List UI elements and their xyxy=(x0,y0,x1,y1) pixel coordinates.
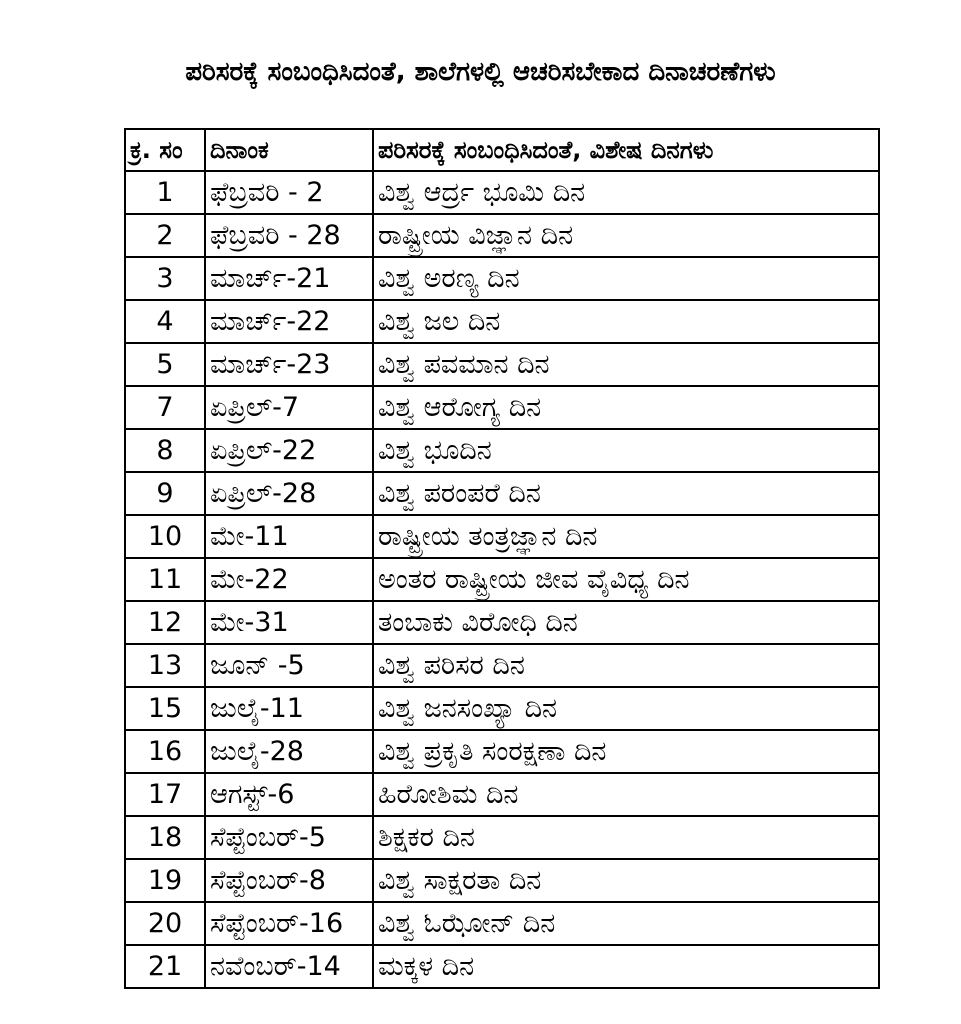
cell-special-day: ವಿಶ್ವ ಪವಮಾನ ದಿನ xyxy=(373,343,879,386)
cell-serial-number: 5 xyxy=(125,343,205,386)
cell-date: ಮಾರ್ಚ್-21 xyxy=(205,257,373,300)
cell-special-day: ವಿಶ್ವ ಆರ್ದ್ರ ಭೂಮಿ ದಿನ xyxy=(373,171,879,214)
table-row xyxy=(125,515,879,558)
table-row xyxy=(125,773,879,816)
table-body xyxy=(125,171,879,988)
cell-serial-number: 15 xyxy=(125,687,205,730)
cell-serial-number: 21 xyxy=(125,945,205,988)
cell-special-day: ಶಿಕ್ಷಕರ ದಿನ xyxy=(373,816,879,859)
cell-date: ಫೆಬ್ರವರಿ - 28 xyxy=(205,214,373,257)
cell-date: ಸೆಪ್ಟೆಂಬರ್-5 xyxy=(205,816,373,859)
table-row xyxy=(125,429,879,472)
cell-date: ಏಪ್ರಿಲ್-28 xyxy=(205,472,373,515)
page-title: ಪರಿಸರಕ್ಕೆ ಸಂಬಂಧಿಸಿದಂತೆ, ಶಾಲೆಗಳಲ್ಲಿ ಆಚರಿಸಬೇಕಾದ ದಿನಾಚರಣೆಗಳು xyxy=(185,57,776,87)
cell-date: ಏಪ್ರಿಲ್-22 xyxy=(205,429,373,472)
table-row xyxy=(125,859,879,902)
table-row xyxy=(125,816,879,859)
cell-serial-number: 3 xyxy=(125,257,205,300)
table-row xyxy=(125,257,879,300)
cell-date: ಮಾರ್ಚ್-22 xyxy=(205,300,373,343)
cell-date: ಫೆಬ್ರವರಿ - 2 xyxy=(205,171,373,214)
cell-special-day: ವಿಶ್ವ ಭೂದಿನ xyxy=(373,429,879,472)
cell-date: ಸೆಪ್ಟೆಂಬರ್-8 xyxy=(205,859,373,902)
table-row xyxy=(125,558,879,601)
cell-date: ಜುಲೈ-11 xyxy=(205,687,373,730)
cell-special-day: ಅಂತರ ರಾಷ್ಟ್ರೀಯ ಜೀವ ವೈವಿಧ್ಯ ದಿನ xyxy=(373,558,879,601)
cell-serial-number: 11 xyxy=(125,558,205,601)
cell-date: ಮೇ-31 xyxy=(205,601,373,644)
cell-special-day: ವಿಶ್ವ ಓಝೋನ್ ದಿನ xyxy=(373,902,879,945)
cell-date: ಆಗಸ್ಟ್-6 xyxy=(205,773,373,816)
cell-special-day: ವಿಶ್ವ ಜಲ ದಿನ xyxy=(373,300,879,343)
cell-serial-number: 17 xyxy=(125,773,205,816)
cell-special-day: ರಾಷ್ಟ್ರೀಯ ತಂತ್ರಜ್ಞಾನ ದಿನ xyxy=(373,515,879,558)
cell-special-day: ಹಿರೋಶಿಮ ದಿನ xyxy=(373,773,879,816)
table-row xyxy=(125,945,879,988)
cell-serial-number: 10 xyxy=(125,515,205,558)
cell-date: ಮೇ-22 xyxy=(205,558,373,601)
cell-special-day: ವಿಶ್ವ ಪರಂಪರೆ ದಿನ xyxy=(373,472,879,515)
cell-special-day: ವಿಶ್ವ ಸಾಕ್ಷರತಾ ದಿನ xyxy=(373,859,879,902)
table-row xyxy=(125,601,879,644)
header-serial-number: ಕ್ರ. ಸಂ xyxy=(125,129,205,171)
cell-serial-number: 7 xyxy=(125,386,205,429)
table-row xyxy=(125,472,879,515)
cell-special-day: ತಂಬಾಕು ವಿರೋಧಿ ದಿನ xyxy=(373,601,879,644)
cell-serial-number: 12 xyxy=(125,601,205,644)
cell-serial-number: 4 xyxy=(125,300,205,343)
cell-date: ಏಪ್ರಿಲ್-7 xyxy=(205,386,373,429)
table-row xyxy=(125,386,879,429)
cell-serial-number: 1 xyxy=(125,171,205,214)
cell-serial-number: 18 xyxy=(125,816,205,859)
cell-special-day: ರಾಷ್ಟ್ರೀಯ ವಿಜ್ಞಾನ ದಿನ xyxy=(373,214,879,257)
cell-date: ನವೆಂಬರ್-14 xyxy=(205,945,373,988)
table-row xyxy=(125,214,879,257)
cell-serial-number: 19 xyxy=(125,859,205,902)
cell-serial-number: 9 xyxy=(125,472,205,515)
cell-serial-number: 13 xyxy=(125,644,205,687)
cell-serial-number: 20 xyxy=(125,902,205,945)
cell-serial-number: 16 xyxy=(125,730,205,773)
table-row xyxy=(125,687,879,730)
cell-date: ಸೆಪ್ಟೆಂಬರ್-16 xyxy=(205,902,373,945)
cell-date: ಜುಲೈ-28 xyxy=(205,730,373,773)
table-row xyxy=(125,343,879,386)
cell-special-day: ಮಕ್ಕಳ ದಿನ xyxy=(373,945,879,988)
table-row xyxy=(125,644,879,687)
cell-date: ಮೇ-11 xyxy=(205,515,373,558)
table-row xyxy=(125,902,879,945)
cell-serial-number: 8 xyxy=(125,429,205,472)
cell-date: ಮಾರ್ಚ್-23 xyxy=(205,343,373,386)
header-special-day: ಪರಿಸರಕ್ಕೆ ಸಂಬಂಧಿಸಿದಂತೆ, ವಿಶೇಷ ದಿನಗಳು xyxy=(373,129,879,171)
table-row xyxy=(125,300,879,343)
cell-special-day: ವಿಶ್ವ ಅರಣ್ಯ ದಿನ xyxy=(373,257,879,300)
table-row xyxy=(125,171,879,214)
table-row xyxy=(125,730,879,773)
cell-special-day: ವಿಶ್ವ ಆರೋಗ್ಯ ದಿನ xyxy=(373,386,879,429)
cell-date: ಜೂನ್ -5 xyxy=(205,644,373,687)
table-header-row xyxy=(125,129,879,171)
cell-special-day: ವಿಶ್ವ ಪರಿಸರ ದಿನ xyxy=(373,644,879,687)
header-date: ದಿನಾಂಕ xyxy=(205,129,373,171)
environment-days-table xyxy=(124,128,880,989)
cell-special-day: ವಿಶ್ವ ಪ್ರಕೃತಿ ಸಂರಕ್ಷಣಾ ದಿನ xyxy=(373,730,879,773)
cell-serial-number: 2 xyxy=(125,214,205,257)
cell-special-day: ವಿಶ್ವ ಜನಸಂಖ್ಯಾ ದಿನ xyxy=(373,687,879,730)
